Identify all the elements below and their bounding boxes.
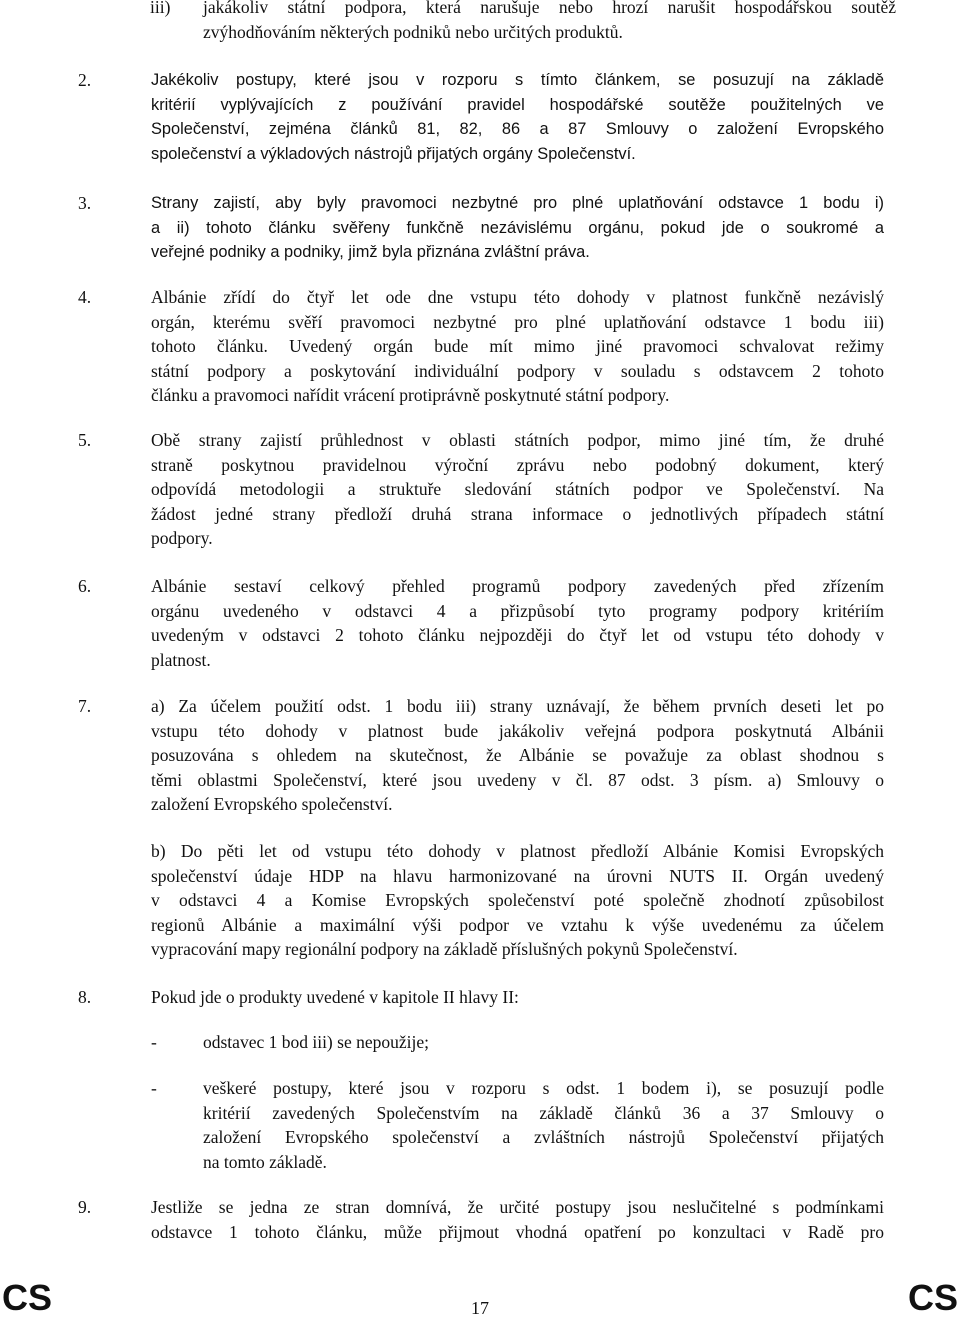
text-line: odstavce 1 tohoto článku, může přijmout vhodná opatření po konzultaci v Radě pro [151, 1221, 884, 1242]
text-line: tohoto článku. Uvedený orgán bude mít mimo jiné pravomoci schvalovat režimy [151, 336, 884, 357]
paragraph-5 [151, 428, 884, 551]
text-line: platnost. [151, 649, 211, 670]
text-line: a ii) tohoto článku svěřeny funkčně nezávislému orgánu, pokud jde o soukromé a [151, 218, 884, 237]
page-number: 17 [471, 1298, 489, 1318]
text-line: veškeré postupy, které jsou v rozporu s odst. 1 bodem i), se posuzují podle [203, 1078, 884, 1098]
text-line: státní podpory a poskytování individuální podpory v souladu s odstavcem 2 tohoto [151, 360, 884, 381]
text-line: regionů Albánie a maximální výši podpor ve vztahu k výše uvedenému za účelem [151, 914, 884, 935]
text-line: uvedeným v odstavci 2 tohoto článku nejpozději do čtyř let od vstupu této dohody v [151, 625, 884, 646]
paragraph-8-dash-1 [203, 1030, 884, 1055]
paragraph-7a [151, 694, 884, 817]
text-line: Albánie zřídí do čtyř let ode dne vstupu této dohody v platnost funkčně nezávislý [151, 287, 884, 307]
text-line: společenství údaje HDP na hlavu harmonizované na úrovni NUTS II. Orgán uvedený [151, 865, 884, 886]
text-line: kritérií vyplývajících z používání pravidel hospodářské soutěže použitelných ve [151, 95, 884, 114]
dash-bullet: - [151, 1032, 157, 1052]
item-number: 7. [78, 696, 92, 716]
text-line: Jestliže se jedna ze stran domnívá, že určité postupy jsou neslučitelné s podmínkami [151, 1197, 884, 1217]
item-number: 4. [78, 287, 92, 307]
paragraph-2 [151, 68, 884, 166]
text-line: Společenství, zejména článků 81, 82, 86 a 87 Smlouvy o založení Evropského [151, 120, 884, 139]
item-number: 5. [78, 430, 92, 450]
text-line: vypracování mapy regionální podpory na základě příslušných pokynů Společenství. [151, 939, 738, 960]
paragraph-7b [151, 839, 884, 962]
text-line: v odstavci 4 a Komise Evropských společenství poté společně zhodnotí způsobilost [151, 890, 884, 911]
text-line: posuzována s ohledem na skutečnost, že Albánie se považuje za oblast shodnou s [151, 745, 884, 766]
paragraph-4 [151, 285, 884, 408]
text-line: článku a pravomoci nařídit vrácení protiprávně poskytnuté státní podpory. [151, 385, 670, 406]
text-line: založení Evropského společenství. [151, 794, 393, 815]
text-line: Jakékoliv postupy, které jsou v rozporu s tímto článkem, se posuzují na základě [151, 71, 884, 89]
paragraph-8-dash-2 [203, 1076, 884, 1174]
text-line: kritérií zavedených Společenstvím na základě článků 36 a 37 Smlouvy o [203, 1102, 884, 1123]
text-line: vstupu této dohody v platnost bude jakákoliv veřejná podpora poskytnutá Albánii [151, 720, 884, 741]
item-number: 3. [78, 193, 92, 213]
paragraph-8 [151, 985, 884, 1010]
text-line: na tomto základě. [203, 1151, 327, 1172]
text-line: Albánie sestaví celkový přehled programů podpory zavedených před zřízením [151, 576, 884, 596]
item-number: 2. [78, 70, 92, 90]
paragraph-iii [203, 0, 896, 44]
text-line: veřejné podniky a podniky, jimž byla přiznána zvláštní práva. [151, 243, 590, 262]
item-number: 6. [78, 576, 92, 596]
text-line: podpory. [151, 528, 213, 549]
text-line: orgán, kterému svěří pravomoci nezbytné pro plné uplatňování odstavce 1 bodu iii) [151, 311, 884, 332]
paragraph-9 [151, 1195, 884, 1244]
footer-language-mark-right: CS [907, 1277, 958, 1318]
text-line: Strany zajistí, aby byly pravomoci nezbytné pro plné uplatňování odstavce 1 bodu i) [151, 194, 884, 212]
text-line: orgánu uvedeného v odstavci 4 a přizpůsobí tyto programy podpory kritériím [151, 600, 884, 621]
text-line: žádost jedné strany předloží druhá strana informace o jednotlivých případech státní [151, 503, 884, 524]
footer-language-mark-left: CS [2, 1277, 53, 1318]
text-line: těmi oblastmi Společenství, které jsou uvedeny v čl. 87 odst. 3 písm. a) Smlouvy o [151, 769, 884, 790]
item-number: 9. [78, 1197, 92, 1217]
dash-bullet: - [151, 1078, 157, 1098]
text-line: zvýhodňováním některých podniků nebo určitých produktů. [203, 21, 623, 42]
text-line: odstavec 1 bod iii) se nepoužije; [203, 1032, 429, 1052]
text-line: založení Evropského společenství a zvláštních nástrojů Společenství přijatých [203, 1127, 884, 1148]
text-line: odpovídá metodologii a struktuře sledování státních podpor ve Společenství. Na [151, 479, 884, 500]
text-line: společenství a výkladových nástrojů přijatých orgány Společenství. [151, 144, 636, 163]
item-number: 8. [78, 987, 92, 1007]
text-line: Obě strany zajistí průhlednost v oblasti státních podpor, mimo jiné tím, že druhé [151, 430, 884, 450]
item-number: iii) [150, 0, 171, 17]
text-line: a) Za účelem použití odst. 1 bodu iii) strany uznávají, že během prvních deseti let po [151, 696, 884, 716]
paragraph-6 [151, 574, 884, 672]
text-line: straně poskytnou pravidelnou výroční zprávu nebo podobný dokument, který [151, 454, 884, 475]
paragraph-3 [151, 191, 884, 265]
text-line: b) Do pěti let od vstupu této dohody v platnost předloží Albánie Komisi Evropských [151, 841, 884, 861]
text-line: Pokud jde o produkty uvedené v kapitole II hlavy II: [151, 987, 519, 1007]
text-line: jakákoliv státní podpora, která narušuje nebo hrozí narušit hospodářskou soutěž [203, 0, 896, 17]
